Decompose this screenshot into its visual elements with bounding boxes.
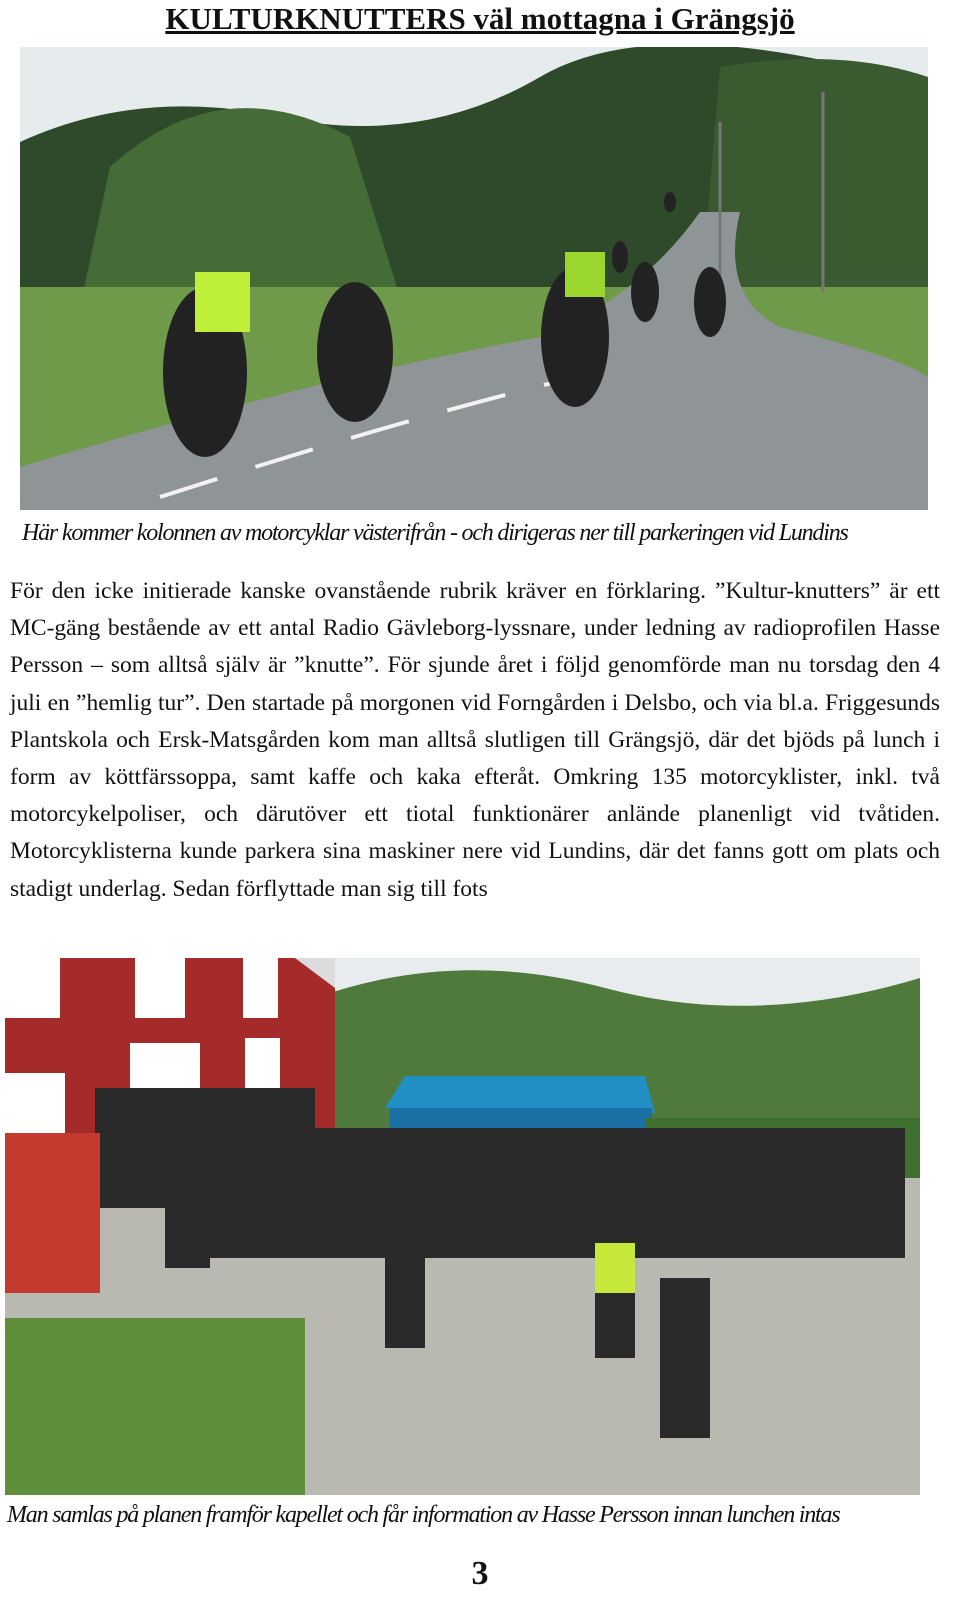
photo-caption-bottom: Man samlas på planen framför kapellet och får information av Hasse Persson innan lunchen intas	[7, 1502, 840, 1528]
article-body: För den icke initierade kanske ovanstående rubrik kräver en förklaring. ”Kultur-knutters” är ett MC-gäng bestående av ett antal Radio Gävleborg-lyssnare, under ledning av radioprofilen Hasse Persson – som alltså själv är ”knutte”. För sjunde året i följd genomförde man nu torsdag den 4 juli en ”hemlig tur”. Den startade på morgonen vid Forngården i Delsbo, och via bl.a. Friggesunds Plantskola och Ersk-Matsgården kom man alltså slutligen till Grängsjö, där det bjöds på lunch i form av köttfärssoppa, samt kaffe och kaka efteråt. Omkring 135 motorcyklister, inkl. två motorcykelpoliser, och därutöver ett tiotal funktionärer anlände planenligt vid tvåtiden. Motorcyklisterna kunde parkera sina maskiner nere vid Lundins, där det fanns gott om plats och stadigt underlag. Sedan förflyttade man sig till fots	[10, 578, 940, 902]
gathering-photo	[5, 958, 920, 1495]
page-number: 3	[471, 1555, 489, 1592]
motorcycle-column-photo	[20, 47, 928, 510]
photo-caption-top: Här kommer kolonnen av motorcyklar västerifrån - och dirigeras ner till parkeringen vid Lundins	[22, 520, 848, 546]
article-title: KULTURKNUTTERS väl mottagna i Grängsjö	[165, 1, 795, 36]
